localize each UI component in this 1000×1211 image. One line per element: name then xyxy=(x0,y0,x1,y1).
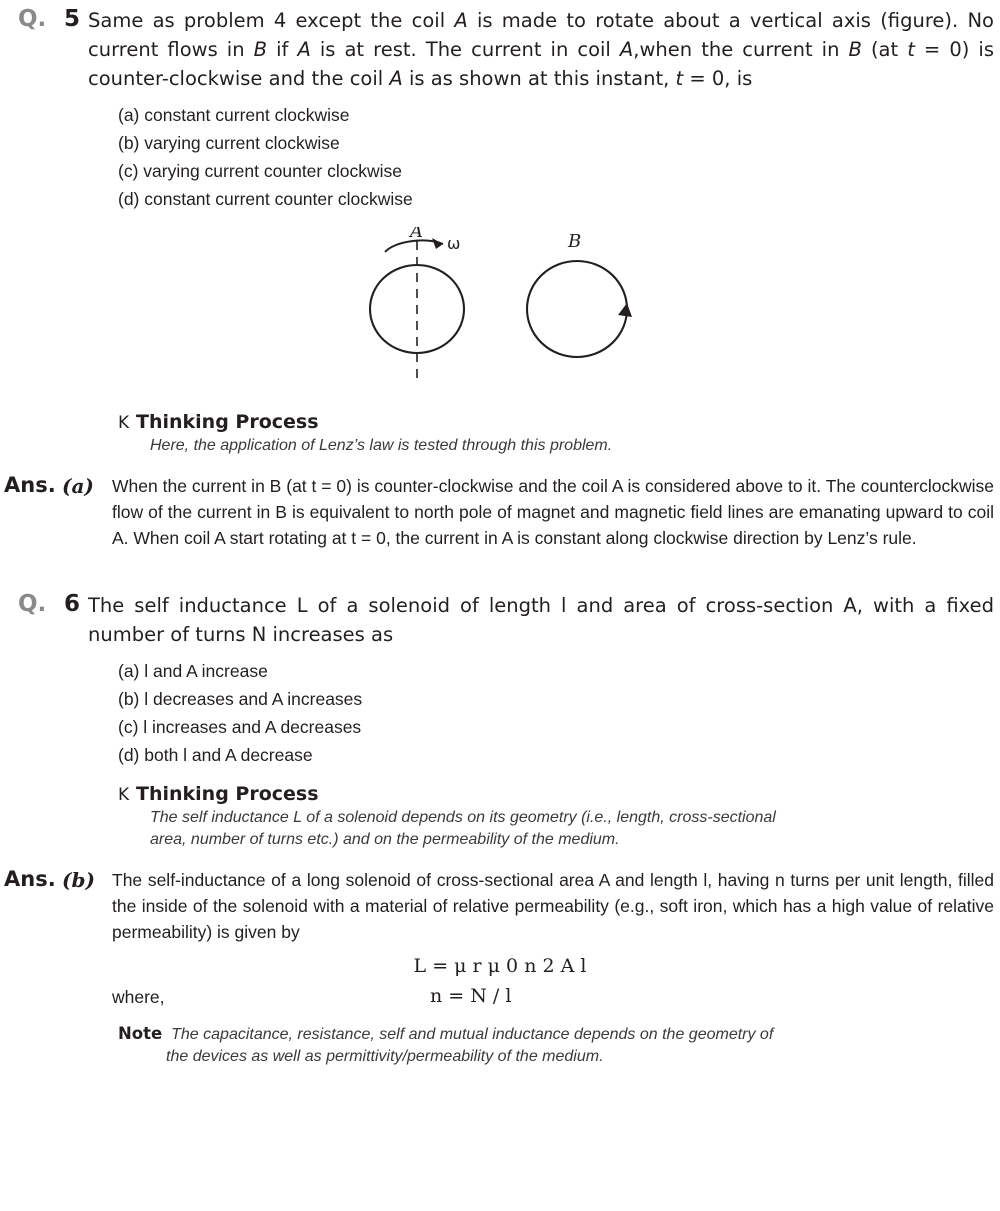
coil-b-circle xyxy=(527,261,627,357)
question-5-figure xyxy=(0,227,1000,397)
question-5-text xyxy=(88,6,1000,93)
turns-density-formula: n = N / l xyxy=(430,985,512,1007)
note-row xyxy=(118,1023,1000,1046)
question-6-options xyxy=(118,657,1000,769)
q5-var-t1: t xyxy=(907,38,915,61)
q5-var-t2: t xyxy=(675,67,684,90)
answer-label: Ans. xyxy=(4,473,56,497)
q5-text-part-5: ,when the current in xyxy=(633,38,849,61)
option-a[interactable]: (a) l and A increase xyxy=(118,661,268,681)
answer-5-block xyxy=(0,473,1000,551)
answer-5-text: When the current in B (at t = 0) is counter-clockwise and the coil A is considered above to it. The counterclockwise flow of the current in B is equivalent to north pole of magnet and magnetic field lines are emanating upward to coil A. When coil A start rotating at t = 0, the current in A is constant along clockwise direction by Lenz’s rule. xyxy=(112,476,994,548)
key-icon: K xyxy=(118,413,130,433)
q5-var-a3: A xyxy=(619,38,634,61)
q5-var-a2: A xyxy=(297,38,311,61)
question-marker: Q. xyxy=(18,591,47,617)
coil-b-arrowhead xyxy=(618,303,632,317)
question-5-options xyxy=(118,101,1000,213)
figure-label-omega: ω xyxy=(447,234,461,253)
answer-6-text: The self-inductance of a long solenoid of cross-sectional area A and length l, having n turns per unit length, filled the inside of the solenoid with a material of relative permeability (e.g., soft iron, which has a high value of relative permeability) is given by xyxy=(112,870,994,942)
q5-text-part-1: Same as problem 4 except the coil xyxy=(88,9,455,32)
where-label: where, xyxy=(112,987,165,1007)
note-label: Note xyxy=(118,1024,163,1043)
q5-var-a4: A xyxy=(389,67,403,90)
q5-text-part-9: = 0, is xyxy=(683,67,753,90)
q5-text-part-2: is made to rotate about a vertical axis (figure). No current flows in xyxy=(88,9,994,61)
key-icon: K xyxy=(118,785,130,805)
q5-text-part-4: is at rest. The current in coil xyxy=(310,38,620,61)
q5-text-part-3: if xyxy=(267,38,298,61)
question-6-block xyxy=(0,591,1000,1068)
question-marker: Q. xyxy=(18,6,47,32)
coils-diagram xyxy=(0,227,1000,397)
q5-var-b2: B xyxy=(848,38,862,61)
option-a[interactable]: (a) constant current clockwise xyxy=(118,105,350,125)
q5-text-part-6: (at xyxy=(861,38,908,61)
thinking-process-body: Here, the application of Lenz’s law is tested through this problem. xyxy=(150,437,613,454)
q5-text-part-7: = 0) is counter-clockwise and the coil xyxy=(88,38,994,90)
answer-key: (b) xyxy=(62,868,95,892)
inductance-formula: L = μ r μ 0 n 2 A l xyxy=(413,955,587,977)
where-row xyxy=(0,987,1000,1013)
option-c[interactable]: (c) varying current counter clockwise xyxy=(118,161,402,181)
thinking-process-body-line-2: area, number of turns etc.) and on the permeability of the medium. xyxy=(150,831,620,848)
question-6-text: The self inductance L of a solenoid of length l and area of cross-section A, with a fixed number of turns N increases as xyxy=(88,594,994,646)
q5-var-a1: A xyxy=(454,9,468,32)
note-line-1: The capacitance, resistance, self and mutual inductance depends on the geometry of xyxy=(171,1026,774,1043)
answer-label: Ans. xyxy=(4,867,56,891)
note-block xyxy=(118,1023,1000,1068)
q5-var-b1: B xyxy=(253,38,268,61)
figure-label-b: B xyxy=(568,231,582,252)
thinking-process-title: Thinking Process xyxy=(136,411,319,433)
omega-arrowhead xyxy=(432,238,443,249)
option-b[interactable]: (b) l decreases and A increases xyxy=(118,689,363,709)
document-page xyxy=(0,6,1000,1211)
answer-key: (a) xyxy=(62,474,94,498)
option-d[interactable]: (d) both l and A decrease xyxy=(118,745,313,765)
question-number: 5 xyxy=(64,6,81,32)
question-5-block xyxy=(0,6,1000,551)
figure-label-a: A xyxy=(410,227,423,242)
q5-text-part-8: is as shown at this instant, xyxy=(402,67,676,90)
question-6-thinking-process xyxy=(118,783,1000,851)
option-c[interactable]: (c) l increases and A decreases xyxy=(118,717,362,737)
question-number: 6 xyxy=(64,591,81,617)
answer-6-block xyxy=(0,867,1000,1068)
thinking-process-title: Thinking Process xyxy=(136,783,319,805)
question-5-thinking-process xyxy=(118,411,1000,457)
thinking-process-body-line-1: The self inductance L of a solenoid depends on its geometry (i.e., length, cross-sectional xyxy=(150,809,776,826)
option-d[interactable]: (d) constant current counter clockwise xyxy=(118,189,413,209)
note-line-2: the devices as well as permittivity/permeability of the medium. xyxy=(166,1048,604,1065)
option-b[interactable]: (b) varying current clockwise xyxy=(118,133,340,153)
